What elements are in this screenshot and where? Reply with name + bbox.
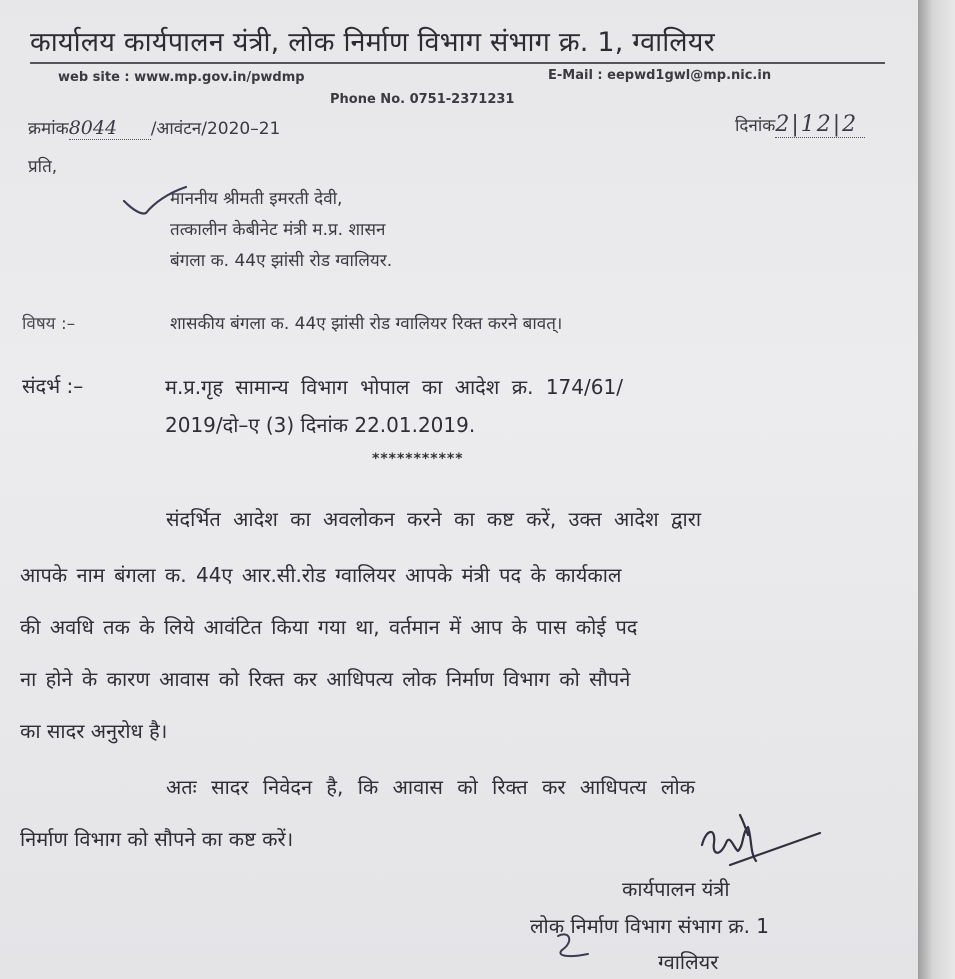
page-edge-background xyxy=(918,0,955,979)
kramank-number: 8044 xyxy=(68,117,118,139)
body-para1-line-5: का सादर अनुरोध है। xyxy=(20,719,168,743)
date-line xyxy=(735,112,865,138)
body-para2-line-1: अतः सादर निवेदन है, कि आवास को रिक्त कर आधिपत्य लोक xyxy=(166,775,696,799)
body-para1-line-1: संदर्भित आदेश का अवलोकन करने का कष्ट करें, उक्त आदेश द्वारा xyxy=(166,507,702,531)
letterhead-phone: Phone No. 0751-2371231 xyxy=(330,92,515,107)
subject-label: विषय :– xyxy=(22,314,76,334)
subject-text: शासकीय बंगला क. 44ए झांसी रोड ग्वालियर रिक्त करने बावत्। xyxy=(170,314,563,334)
sandarbh-label: संदर्भ :– xyxy=(22,374,84,398)
addressee-line-2: तत्कालीन केबीनेट मंत्री म.प्र. शासन xyxy=(170,220,386,240)
date-value: 2|12|2 xyxy=(775,112,859,137)
letterhead-website: web site : www.mp.gov.in/pwdmp xyxy=(58,70,305,85)
signature-city: ग्वालियर xyxy=(658,950,719,974)
sandarbh-line-1: म.प्र.गृह सामान्य विभाग भोपाल का आदेश क्र. 174/61/ xyxy=(165,375,623,399)
signature-designation: कार्यपालन यंत्री xyxy=(622,877,730,901)
addressee-line-3: बंगला क. 44ए झांसी रोड ग्वालियर. xyxy=(170,251,393,271)
signature-office: लोक निर्माण विभाग संभाग क्र. 1 xyxy=(530,914,770,938)
body-para1-line-3: की अवधि तक के लिये आवंटित किया गया था, वर्तमान में आप के पास कोई पद xyxy=(20,615,638,639)
sandarbh-line-2: 2019/दो–ए (3) दिनांक 22.01.2019. xyxy=(165,413,476,437)
prati-label: प्रति, xyxy=(28,157,58,177)
date-label: दिनांक xyxy=(735,116,776,136)
body-para1-line-2: आपके नाम बंगला क. 44ए आर.सी.रोड ग्वालियर आपके मंत्री पद के कार्यकाल xyxy=(20,563,622,587)
body-para2-line-2: निर्माण विभाग को सौपने का कष्ट करें। xyxy=(20,827,294,851)
kramank-rest: /आवंटन/2020–21 xyxy=(150,119,281,139)
addressee-line-1: माननीय श्रीमती इमरती देवी, xyxy=(170,189,343,209)
kramank-label: क्रमांक xyxy=(28,119,69,139)
letterhead-title: कार्यालय कार्यपालन यंत्री, लोक निर्माण विभाग संभाग क्र. 1, ग्वालियर xyxy=(30,27,715,58)
body-para1-line-4: ना होने के कारण आवास को रिक्त कर आधिपत्य लोक निर्माण विभाग को सौपने xyxy=(20,667,631,691)
separator-stars: *********** xyxy=(372,451,464,467)
pen-tick-mark xyxy=(120,185,190,225)
signature-initial-scribble xyxy=(548,928,598,964)
letterhead-divider xyxy=(30,62,885,64)
letterhead-email: E-Mail : eepwd1gwl@mp.nic.in xyxy=(548,68,772,83)
kramank-line xyxy=(28,116,280,140)
